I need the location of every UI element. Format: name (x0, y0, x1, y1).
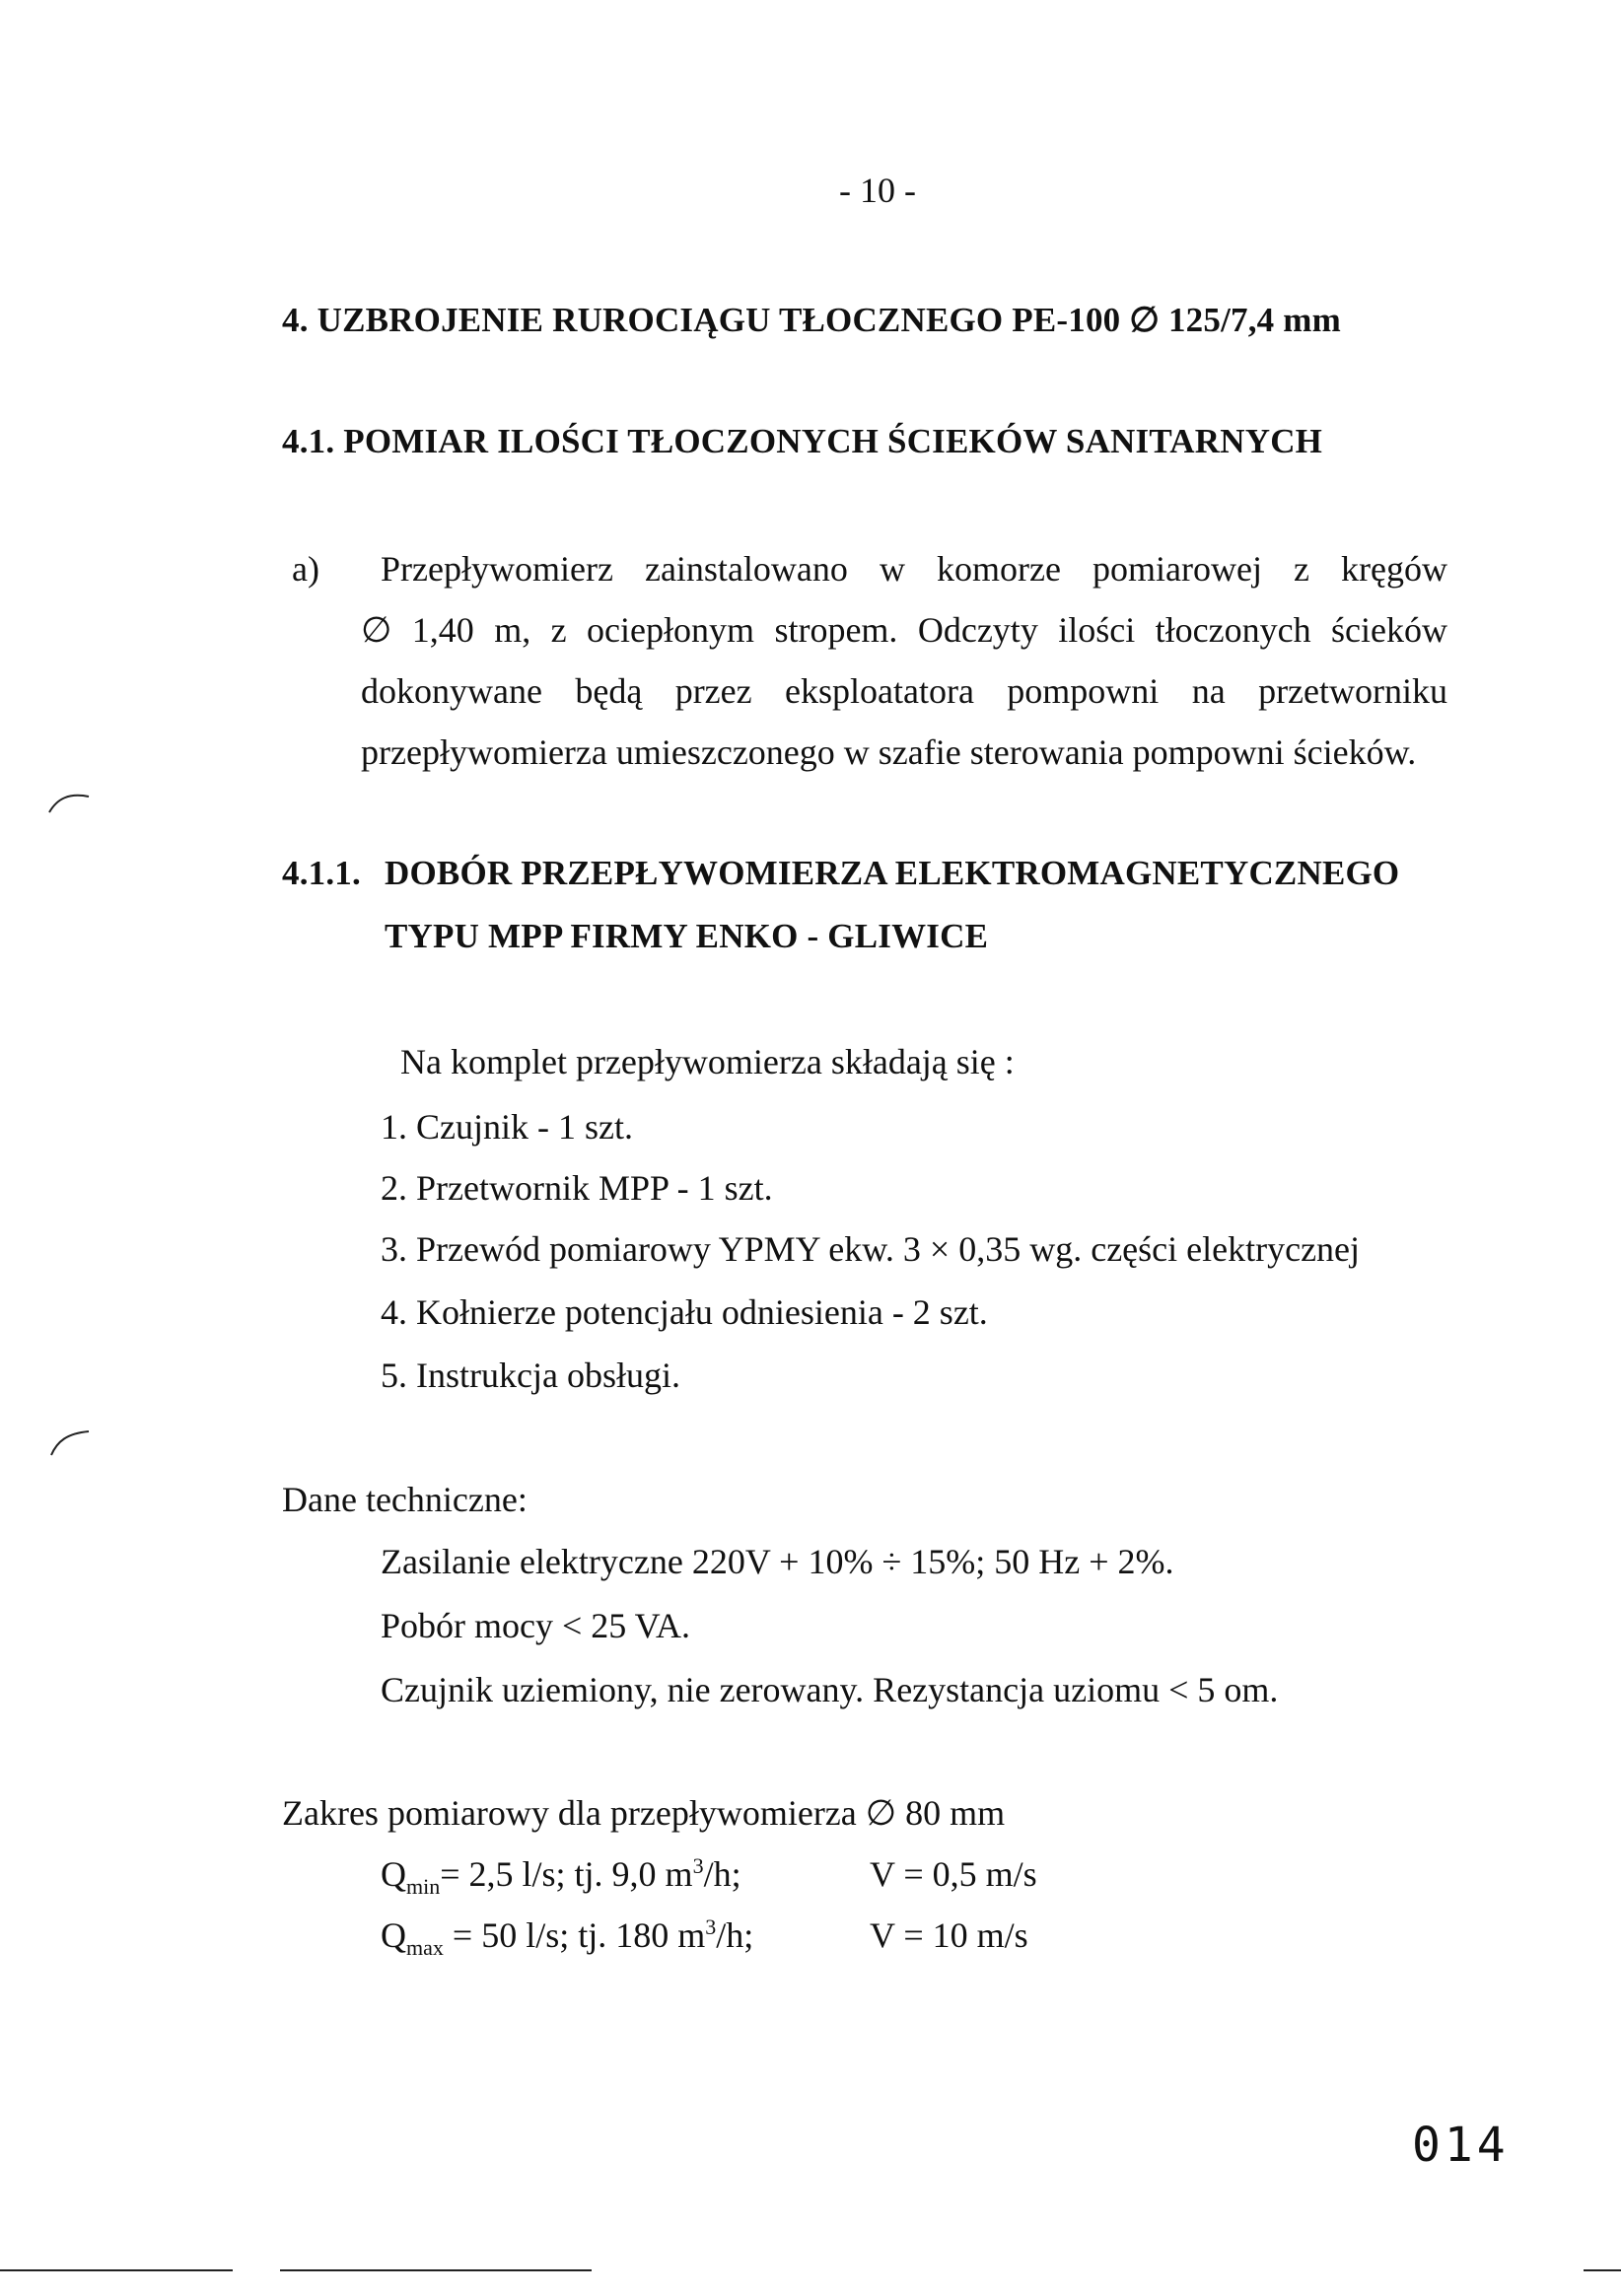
qmin-formula (381, 1853, 741, 1900)
section-heading-4-1: 4.1. POMIAR ILOŚCI TŁOCZONYCH ŚCIEKÓW SANITARNYCH (282, 422, 1323, 460)
scan-rule (0, 2269, 233, 2271)
qmin-value: = 2,5 l/s; tj. 9,0 m (440, 1854, 693, 1894)
kit-item: 3. Przewód pomiarowy YPMY ekw. 3 × 0,35 wg. części elektrycznej (381, 1229, 1361, 1269)
scan-rule (1584, 2269, 1621, 2271)
technical-line: Pobór mocy < 25 VA. (381, 1606, 690, 1645)
qmax-unit: /h; (716, 1915, 754, 1955)
paragraph-line: Przepływomierz zainstalowano w komorze pomiarowej z kręgów (381, 549, 1447, 589)
kit-item: 4. Kołnierze potencjału odniesienia - 2 szt. (381, 1292, 988, 1332)
qmax-symbol: Q (381, 1915, 406, 1955)
kit-item: 1. Czujnik - 1 szt. (381, 1107, 633, 1147)
paragraph-line: dokonywane będą przez eksploatatora pompowni na przetworniku (361, 671, 1447, 711)
kit-item: 2. Przetwornik MPP - 1 szt. (381, 1168, 773, 1208)
qmax-subscript: max (406, 1935, 444, 1961)
paragraph-line: przepływomierza umieszczonego w szafie sterowania pompowni ścieków. (361, 732, 1417, 772)
qmin-symbol: Q (381, 1854, 406, 1894)
paragraph-label: a) (292, 549, 319, 589)
qmin-subscript: min (406, 1874, 441, 1900)
page-stamp: 014 (1412, 2118, 1510, 2173)
kit-item: 5. Instrukcja obsługi. (381, 1356, 680, 1395)
qmax-velocity: V = 10 m/s (870, 1915, 1028, 1955)
section-heading-number: 4.1.1. (282, 854, 361, 892)
section-heading-4: 4. UZBROJENIE RUROCIĄGU TŁOCZNEGO PE-100 ∅ 125/7,4 mm (282, 301, 1341, 339)
technical-line: Czujnik uziemiony, nie zerowany. Rezystancja uziomu < 5 om. (381, 1670, 1279, 1709)
section-heading-4-1-1: DOBÓR PRZEPŁYWOMIERZA ELEKTROMAGNETYCZNEGO (385, 854, 1400, 892)
kit-intro: Na komplet przepływomierza składają się : (400, 1042, 1015, 1081)
qmax-value: = 50 l/s; tj. 180 m (443, 1915, 706, 1955)
technical-line: Zasilanie elektryczne 220V + 10% ÷ 15%; 50 Hz + 2%. (381, 1542, 1174, 1581)
scan-rule (280, 2269, 592, 2271)
qmin-velocity: V = 0,5 m/s (870, 1854, 1037, 1894)
qmin-exponent: 3 (692, 1853, 704, 1878)
margin-mark (45, 787, 95, 816)
qmax-formula (381, 1914, 754, 1961)
paragraph-line: ∅ 1,40 m, z ociepłonym stropem. Odczyty ilości tłoczonych ścieków (361, 610, 1447, 650)
margin-mark (45, 1424, 95, 1459)
technical-title: Dane techniczne: (282, 1480, 528, 1519)
page-number: - 10 - (839, 171, 916, 210)
range-title: Zakres pomiarowy dla przepływomierza ∅ 80 mm (282, 1793, 1006, 1833)
qmin-unit: /h; (703, 1854, 741, 1894)
section-heading-4-1-1-cont: TYPU MPP FIRMY ENKO - GLIWICE (385, 917, 989, 955)
qmax-exponent: 3 (705, 1914, 717, 1939)
